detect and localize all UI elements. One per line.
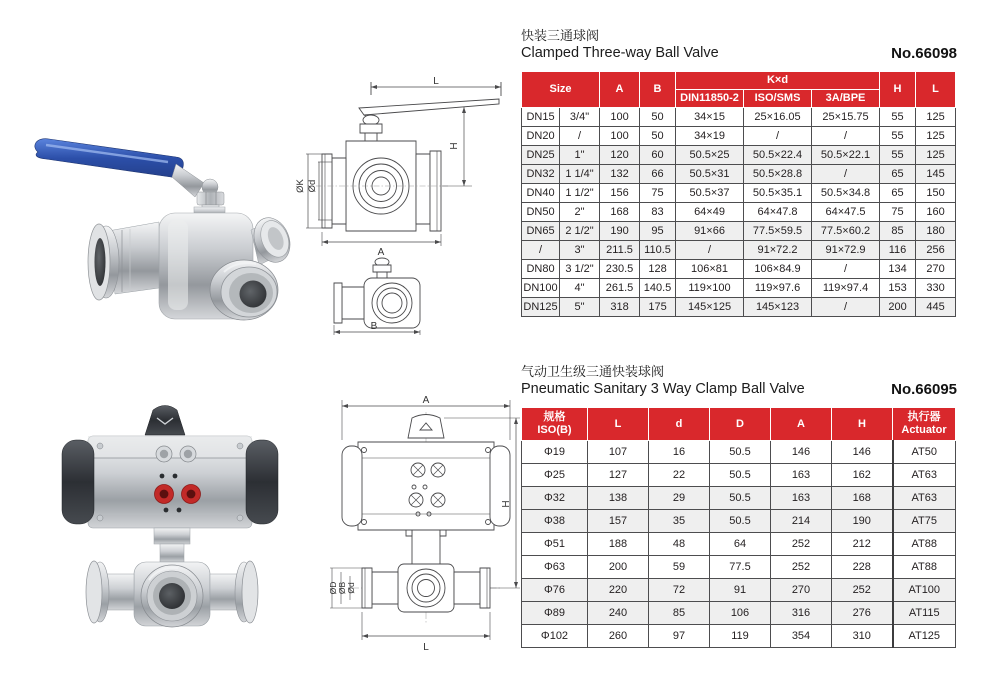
table-cell: 50.5×35.1 [744, 184, 812, 203]
table-row [522, 510, 956, 533]
table-cell: / [676, 241, 744, 260]
table-cell: 1 1/4" [560, 165, 600, 184]
table-cell: 35 [649, 510, 710, 533]
table-cell: AT125 [893, 625, 956, 648]
table-cell: 190 [832, 510, 893, 533]
actuator-position-indicator [145, 406, 185, 436]
dim-label-L: L [433, 76, 439, 87]
table-cell: 91 [710, 579, 771, 602]
section1-title-en: Clamped Three-way Ball Valve [521, 45, 719, 61]
table-cell: 1 1/2" [560, 184, 600, 203]
table-cell: Φ32 [522, 487, 588, 510]
table-cell: 48 [649, 533, 710, 556]
section-clamped-valve [521, 28, 957, 317]
table-cell: / [812, 165, 880, 184]
table-cell: 2" [560, 203, 600, 222]
col-header-actuator-en: Actuator [901, 424, 947, 436]
table-row [522, 222, 956, 241]
dim-label-L: L [423, 642, 429, 653]
table-cell: 1" [560, 146, 600, 165]
table-row [522, 260, 956, 279]
table1-header [522, 72, 956, 108]
pneumatic-valve-photo-art [48, 398, 332, 668]
table-row [522, 441, 956, 464]
table2-body [522, 441, 956, 648]
drawing-1-art [296, 74, 516, 338]
table-cell: 50.5×25 [676, 146, 744, 165]
section1-title-cn: 快装三通球阀 [521, 28, 600, 43]
table-cell: 214 [771, 510, 832, 533]
valve-bore [240, 281, 267, 308]
table-cell: 150 [916, 184, 956, 203]
table-cell: DN80 [522, 260, 560, 279]
table-cell: DN125 [522, 298, 560, 317]
table-row [522, 625, 956, 648]
table-cell: 168 [600, 203, 640, 222]
table-cell: 72 [649, 579, 710, 602]
table-cell: 107 [588, 441, 649, 464]
table-cell: 230.5 [600, 260, 640, 279]
table-cell: 200 [588, 556, 649, 579]
table-cell: AT75 [893, 510, 956, 533]
col-header-din: DIN11850-2 [676, 90, 744, 108]
table-cell: 3 1/2" [560, 260, 600, 279]
technical-drawing-clamped-valve [296, 74, 516, 338]
col-header-h: H [880, 72, 916, 108]
table-cell: 50.5×22.4 [744, 146, 812, 165]
table-cell: DN32 [522, 165, 560, 184]
table-cell: AT88 [893, 533, 956, 556]
col-header-dd: D [710, 408, 771, 441]
table-cell: / [812, 298, 880, 317]
col-header-l: L [916, 72, 956, 108]
table-cell: 100 [600, 108, 640, 127]
table-cell: 125 [916, 146, 956, 165]
dim-label-A: A [377, 247, 385, 258]
table-cell: 50 [640, 127, 676, 146]
table-cell: 75 [640, 184, 676, 203]
table-cell: 64×47.5 [812, 203, 880, 222]
table2-header [522, 408, 956, 441]
valve-handle [35, 139, 184, 178]
table-cell: Φ38 [522, 510, 588, 533]
table-cell: AT115 [893, 602, 956, 625]
table-cell: Φ51 [522, 533, 588, 556]
col-header-l: L [588, 408, 649, 441]
table-cell: 106 [710, 602, 771, 625]
photo-clamped-three-way-ball-valve [18, 80, 293, 330]
table-cell: 91×72.2 [744, 241, 812, 260]
table-cell: AT100 [893, 579, 956, 602]
table-cell: 3" [560, 241, 600, 260]
table-cell: 200 [880, 298, 916, 317]
table-cell: 25×16.05 [744, 108, 812, 127]
ball-valve-photo-art [18, 80, 293, 330]
section1-part-number: No.66098 [891, 45, 957, 62]
table-cell: 50.5×31 [676, 165, 744, 184]
table-cell: 190 [600, 222, 640, 241]
table-cell: 3/4" [560, 108, 600, 127]
table-cell: AT50 [893, 441, 956, 464]
table-row [522, 279, 956, 298]
table-cell: 156 [600, 184, 640, 203]
table-cell: 168 [832, 487, 893, 510]
table-cell: 97 [649, 625, 710, 648]
table-cell: 119×97.6 [744, 279, 812, 298]
table-cell: 106×84.9 [744, 260, 812, 279]
table-cell: 260 [588, 625, 649, 648]
table-cell: 16 [649, 441, 710, 464]
table-cell: 64×47.8 [744, 203, 812, 222]
table-cell: 50.5 [710, 464, 771, 487]
section-pneumatic-valve [521, 364, 957, 648]
table-cell: 119×97.4 [812, 279, 880, 298]
col-header-d: d [649, 408, 710, 441]
table-cell: DN25 [522, 146, 560, 165]
table-row [522, 487, 956, 510]
table-cell: 252 [771, 556, 832, 579]
table-cell: 445 [916, 298, 956, 317]
table-cell: 128 [640, 260, 676, 279]
table-cell: 65 [880, 165, 916, 184]
col-header-kxd: K×d [676, 72, 880, 90]
table-cell: 50.5 [710, 441, 771, 464]
table-cell: 64 [710, 533, 771, 556]
table-cell: 29 [649, 487, 710, 510]
table-cell: Φ25 [522, 464, 588, 487]
table-cell: 95 [640, 222, 676, 241]
table-row [522, 146, 956, 165]
col-header-spec-en: ISO(B) [537, 424, 572, 436]
table-cell: / [812, 260, 880, 279]
col-header-a: A [600, 72, 640, 108]
table-cell: 50.5×28.8 [744, 165, 812, 184]
col-header-spec [522, 408, 588, 441]
table-cell: 228 [832, 556, 893, 579]
table-cell: 4" [560, 279, 600, 298]
table-cell: Φ63 [522, 556, 588, 579]
table-cell: 212 [832, 533, 893, 556]
table-cell: 66 [640, 165, 676, 184]
table-row [522, 602, 956, 625]
table-cell: 163 [771, 487, 832, 510]
table-cell: 65 [880, 184, 916, 203]
table-row [522, 165, 956, 184]
table-cell: 77.5×59.5 [744, 222, 812, 241]
table-cell: 25×15.75 [812, 108, 880, 127]
table-cell: 330 [916, 279, 956, 298]
table-cell: 157 [588, 510, 649, 533]
table-row [522, 464, 956, 487]
table-cell: 119 [710, 625, 771, 648]
table-cell: 2 1/2" [560, 222, 600, 241]
table-cell: 146 [771, 441, 832, 464]
table-cell: / [744, 127, 812, 146]
col-header-spec-cn: 规格 [543, 411, 566, 423]
table-cell: 55 [880, 146, 916, 165]
technical-drawing-pneumatic-valve [328, 392, 524, 664]
table-row [522, 298, 956, 317]
valve-bore [159, 583, 185, 609]
table-cell: DN100 [522, 279, 560, 298]
table-cell: 127 [588, 464, 649, 487]
col-header-iso-sms: ISO/SMS [744, 90, 812, 108]
dim-label-A: A [422, 395, 430, 406]
dim-label-OD: ØD [328, 581, 338, 595]
spec-table-66095 [521, 407, 956, 648]
left-clamp-ferrule [86, 561, 102, 623]
table-cell: 34×15 [676, 108, 744, 127]
col-header-3a-bpe: 3A/BPE [812, 90, 880, 108]
table-cell: 119×100 [676, 279, 744, 298]
col-header-actuator [893, 408, 956, 441]
actuator-end-cap-left [62, 440, 94, 524]
table-cell: 145×125 [676, 298, 744, 317]
table-cell: AT88 [893, 556, 956, 579]
table-cell: 116 [880, 241, 916, 260]
table-cell: 188 [588, 533, 649, 556]
table-cell: / [560, 127, 600, 146]
table-cell: 77.5×60.2 [812, 222, 880, 241]
table-cell: 310 [832, 625, 893, 648]
table-cell: 261.5 [600, 279, 640, 298]
table-cell: / [812, 127, 880, 146]
table-cell: 145 [916, 165, 956, 184]
table-cell: 146 [832, 441, 893, 464]
dim-label-OK: ØK [296, 179, 306, 193]
dim-label-Od: Ød [346, 582, 356, 594]
table-row [522, 533, 956, 556]
table-cell: 55 [880, 108, 916, 127]
table-cell: 60 [640, 146, 676, 165]
table-cell: Φ89 [522, 602, 588, 625]
table-cell: 153 [880, 279, 916, 298]
table-row [522, 556, 956, 579]
table-cell: 252 [771, 533, 832, 556]
table-cell: 240 [588, 602, 649, 625]
table-cell: 270 [916, 260, 956, 279]
right-clamp-ferrule [242, 561, 258, 623]
table-row [522, 579, 956, 602]
col-header-b: B [640, 72, 676, 108]
photo-pneumatic-ball-valve [48, 398, 332, 668]
section2-title-en: Pneumatic Sanitary 3 Way Clamp Ball Valve [521, 381, 805, 397]
table-cell: 50.5×37 [676, 184, 744, 203]
dim-label-H: H [449, 142, 460, 150]
table-cell: 5" [560, 298, 600, 317]
table-cell: 140.5 [640, 279, 676, 298]
dim-label-OB: ØB [337, 581, 347, 595]
table-cell: 180 [916, 222, 956, 241]
table1-body [522, 108, 956, 317]
table-cell: 316 [771, 602, 832, 625]
table-cell: 120 [600, 146, 640, 165]
table-cell: 175 [640, 298, 676, 317]
col-header-h: H [832, 408, 893, 441]
table-cell: DN40 [522, 184, 560, 203]
table-cell: Φ19 [522, 441, 588, 464]
table-cell: Φ76 [522, 579, 588, 602]
drawing-2-art [328, 392, 524, 664]
table-cell: Φ102 [522, 625, 588, 648]
table-cell: AT63 [893, 464, 956, 487]
table-cell: 22 [649, 464, 710, 487]
table-cell: 125 [916, 108, 956, 127]
actuator-end-cap-right [246, 440, 278, 524]
table-cell: 50.5 [710, 510, 771, 533]
table-cell: 270 [771, 579, 832, 602]
section2-part-number: No.66095 [891, 381, 957, 398]
table-cell: DN50 [522, 203, 560, 222]
table-cell: DN15 [522, 108, 560, 127]
table-cell: 34×19 [676, 127, 744, 146]
table-cell: DN65 [522, 222, 560, 241]
table-cell: 160 [916, 203, 956, 222]
table-cell: 50 [640, 108, 676, 127]
dim-label-H: H [501, 500, 512, 508]
table-cell: 75 [880, 203, 916, 222]
table-cell: DN20 [522, 127, 560, 146]
table-cell: 354 [771, 625, 832, 648]
table-cell: 211.5 [600, 241, 640, 260]
table-cell: 106×81 [676, 260, 744, 279]
table-cell: 91×66 [676, 222, 744, 241]
table-row [522, 203, 956, 222]
table-cell: 85 [880, 222, 916, 241]
table-cell: 59 [649, 556, 710, 579]
table-cell: 100 [600, 127, 640, 146]
dim-label-Od: Ød [307, 179, 318, 193]
table-cell: AT63 [893, 487, 956, 510]
table-row [522, 184, 956, 203]
table-cell: 132 [600, 165, 640, 184]
table-cell: 50.5 [710, 487, 771, 510]
section2-title-cn: 气动卫生级三通快装球阀 [521, 364, 665, 379]
table-cell: 145×123 [744, 298, 812, 317]
table-cell: 55 [880, 127, 916, 146]
table-cell: 83 [640, 203, 676, 222]
table-cell: 138 [588, 487, 649, 510]
table-cell: 134 [880, 260, 916, 279]
table-cell: 85 [649, 602, 710, 625]
col-header-actuator-cn: 执行器 [907, 411, 941, 423]
table-cell: 125 [916, 127, 956, 146]
table-cell: 318 [600, 298, 640, 317]
table-cell: 50.5×22.1 [812, 146, 880, 165]
table-row [522, 108, 956, 127]
table-cell: 64×49 [676, 203, 744, 222]
table-cell: / [522, 241, 560, 260]
col-header-size: Size [522, 72, 600, 108]
table-cell: 276 [832, 602, 893, 625]
table-cell: 220 [588, 579, 649, 602]
table-cell: 256 [916, 241, 956, 260]
table-cell: 252 [832, 579, 893, 602]
dim-label-B: B [370, 321, 378, 332]
table-row [522, 241, 956, 260]
table-cell: 77.5 [710, 556, 771, 579]
col-header-a: A [771, 408, 832, 441]
table-cell: 163 [771, 464, 832, 487]
table-row [522, 127, 956, 146]
table-cell: 110.5 [640, 241, 676, 260]
table-cell: 162 [832, 464, 893, 487]
table-cell: 91×72.9 [812, 241, 880, 260]
spec-table-66098 [521, 71, 956, 317]
table-cell: 50.5×34.8 [812, 184, 880, 203]
